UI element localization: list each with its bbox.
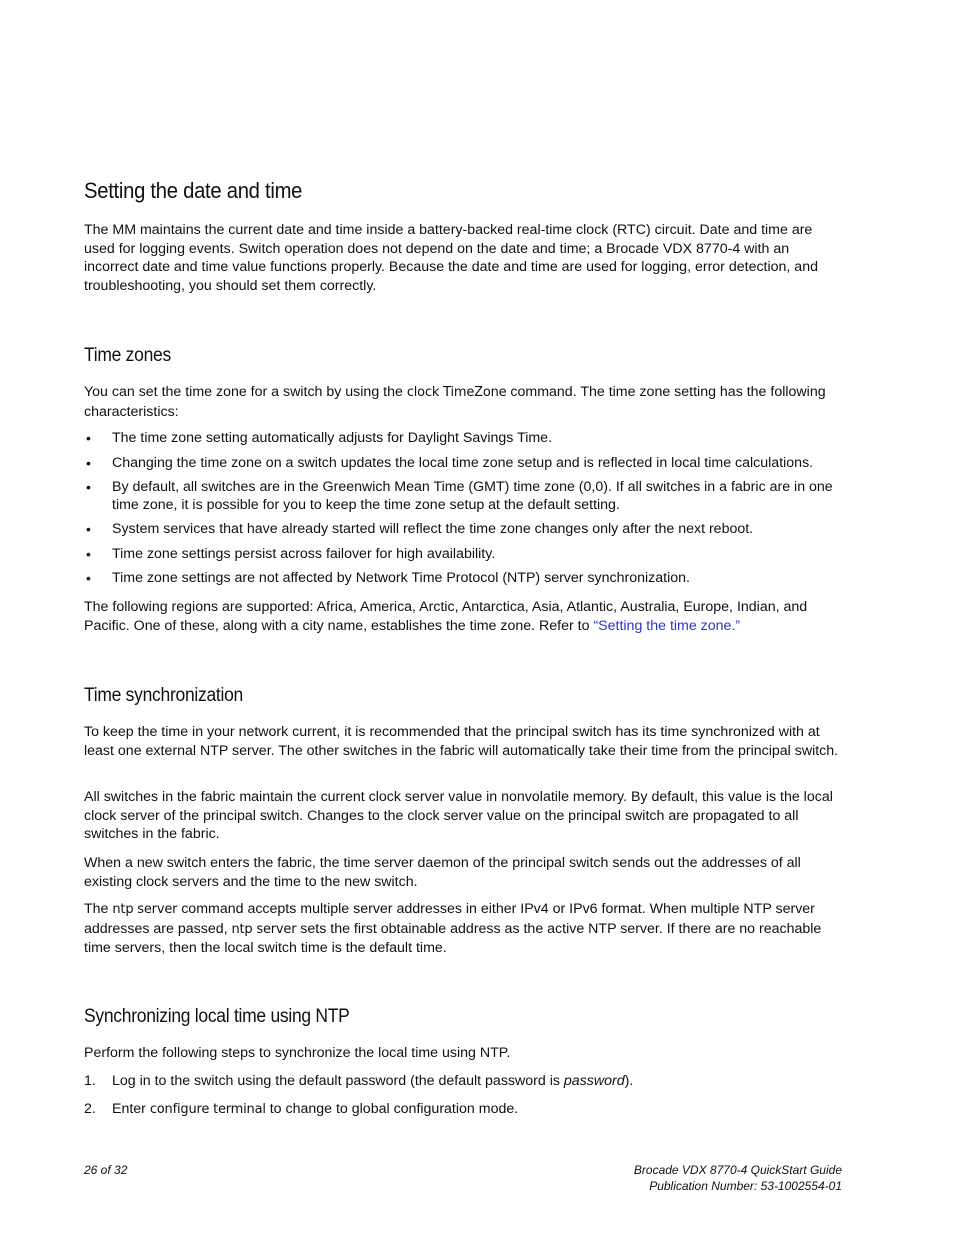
list-item: • Time zone settings persist across failover for high availability. <box>86 545 496 562</box>
ntp-steps-list <box>84 1072 844 1119</box>
time-zones-heading: Time zones <box>84 345 171 366</box>
footer-guide-title: Brocade VDX 8770-4 QuickStart Guide <box>633 1163 842 1177</box>
footer-publication-number: Publication Number: 53-1002554-01 <box>649 1179 842 1193</box>
ntp-sync-heading: Synchronizing local time using NTP <box>84 1006 350 1027</box>
list-item: • Time zone settings are not affected by Network Time Protocol (NTP) server synchronization. <box>86 570 690 586</box>
time-sync-paragraph-2: All switches in the fabric maintain the current clock server value in nonvolatile memory. By default, this value is the local clock server of the principal switch. Changes to the clock server value on the principal switch are propagated to all switches in the fabric. <box>84 789 833 843</box>
ntp-server-command: ntp server <box>231 921 297 937</box>
footer-publication-info <box>634 1162 842 1194</box>
setting-time-zone-link[interactable]: “Setting the time zone.” <box>593 617 741 634</box>
time-sync-paragraph-4: The ntp server command accepts multiple server addresses in either IPv4 or IPv6 format. When multiple NTP server addresses are passed, ntp server sets the first obtainable address as the active NTP server. If there are no reachable time servers, then the local switch time is the default time. <box>84 901 822 957</box>
list-item: • Changing the time zone on a switch updates the local time zone setup and is reflected in local time calculations. <box>86 454 814 471</box>
time-sync-paragraph-3: When a new switch enters the fabric, the time server daemon of the principal switch sends out the addresses of all existing clock servers and the time to the new switch. <box>84 855 801 890</box>
list-item: • By default, all switches are in the Greenwich Mean Time (GMT) time zone (0,0). If all switches in a fabric are in one time zone, it is possible for you to keep the time zone setup at the default setting. <box>86 479 833 513</box>
intro-paragraph: The MM maintains the current date and time inside a battery-backed real-time clock (RTC) circuit. Date and time are used for logging events. Switch operation does not depend on the date and time; a Brocade VDX 8770-4 with an incorrect date and time value functions properly. Because the date and time are used for logging, error detection, and troubleshooting, you should set them correctly. <box>84 222 818 295</box>
clock-timezone-command: clock TimeZone <box>406 385 507 400</box>
footer-page-number: 26 of 32 <box>84 1163 128 1177</box>
section-title: Setting the date and time <box>84 178 303 203</box>
list-item: • System services that have already started will reflect the time zone changes only after the next reboot. <box>86 521 754 537</box>
list-item: • The time zone setting automatically adjusts for Daylight Savings Time. <box>86 430 553 446</box>
time-sync-heading: Time synchronization <box>84 685 243 706</box>
time-zone-characteristics-list <box>84 430 844 588</box>
ntp-sync-intro: Perform the following steps to synchronize the local time using NTP. <box>84 1045 511 1061</box>
ntp-server-command: ntp server <box>112 902 178 917</box>
list-item: 1. Log in to the switch using the default password (the default password is password). <box>84 1073 634 1089</box>
regions-paragraph: The following regions are supported: Africa, America, Arctic, Antarctica, Asia, Atlantic, Australia, Europe, Indian, and Pacific. One of these, along with a city name, establishes the time zone. Refer to “Setting the time zone.” <box>84 599 808 634</box>
time-zones-intro: You can set the time zone for a switch by using the clock TimeZone command. The time zone setting has the following characteristics: <box>84 384 826 420</box>
time-sync-paragraph-1: To keep the time in your network current, it is recommended that the principal switch has its time synchronized with at least one external NTP server. The other switches in the fabric will automatically take their time from the principal switch. <box>84 724 839 759</box>
list-item: 2. Enter configure terminal to change to global configuration mode. <box>84 1101 519 1117</box>
configure-terminal-command: configure terminal <box>149 1102 266 1117</box>
